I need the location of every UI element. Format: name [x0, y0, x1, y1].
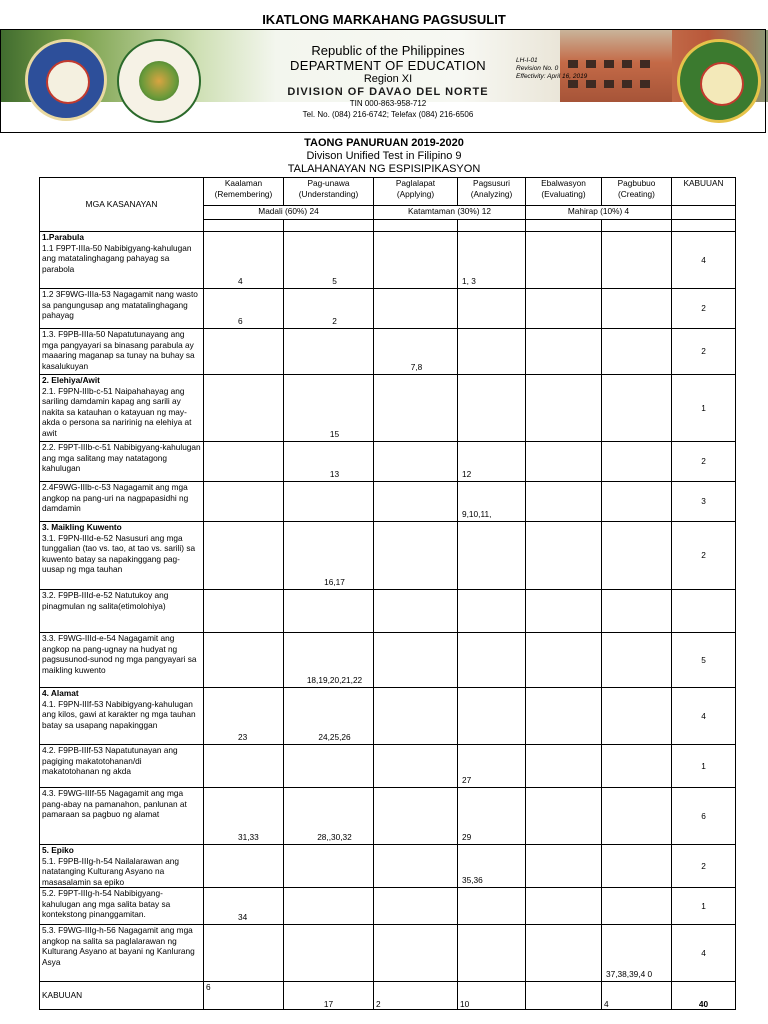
item-numbers-cell	[458, 289, 526, 329]
section-title: 2. Elehiya/Awit	[42, 375, 100, 385]
totals-label: KABUUAN	[40, 982, 204, 1010]
row-total: 1	[672, 888, 736, 925]
item-numbers-cell	[374, 633, 458, 688]
table-row	[40, 522, 736, 590]
competency-cell	[40, 788, 204, 845]
difficulty-level: Mahirap (10%) 4	[526, 206, 672, 220]
table-row	[40, 590, 736, 633]
item-numbers-cell: 15	[284, 375, 374, 442]
table-row	[40, 925, 736, 982]
item-numbers-cell	[374, 590, 458, 633]
table-row	[40, 329, 736, 375]
column-header	[526, 178, 602, 206]
telephone-line: Tel. No. (084) 216-6742; Telefax (084) 216-6506	[302, 110, 474, 119]
column-header	[458, 178, 526, 206]
column-header-label: Paglalapat	[395, 178, 436, 188]
item-numbers-cell	[204, 375, 284, 442]
competency-text: 5.1. F9PB-IIIg-h-54 Nailalarawan ang natatanging Kulturang Asyano na masasalamin sa epiko	[42, 855, 179, 887]
table-row	[40, 375, 736, 442]
item-numbers-cell: 16,17	[284, 522, 374, 590]
competency-cell	[40, 925, 204, 982]
item-numbers-cell	[602, 745, 672, 788]
item-numbers-cell	[602, 590, 672, 633]
column-total: 6	[204, 982, 284, 1010]
competency-cell	[40, 590, 204, 633]
competency-text: 2.1. F9PN-IIIb-c-51 Naipahahayag ang sariling damdamin kapag ang sarili ay nakita sa katauhan o katayuan ng may-akda o persona sa naririnig na elehiya at awit	[42, 385, 192, 438]
item-numbers-cell	[458, 888, 526, 925]
competency-cell	[40, 688, 204, 745]
item-numbers-cell: 2	[284, 289, 374, 329]
revision-info	[516, 57, 587, 81]
competency-cell	[40, 329, 204, 375]
row-total: 1	[672, 745, 736, 788]
table-row	[40, 745, 736, 788]
empty-cell	[284, 220, 374, 232]
competency-cell	[40, 845, 204, 888]
item-numbers-cell	[204, 590, 284, 633]
column-header	[204, 178, 284, 206]
empty-cell	[602, 220, 672, 232]
item-numbers-cell	[526, 745, 602, 788]
item-numbers-cell: 1, 3	[458, 232, 526, 289]
competency-text: 1.3. F9PB-IIIa-50 Napatutunayang ang mga pangyayari sa binasang parabula ay maaaring maganap sa tunay na buhay sa kasalukuyan	[42, 329, 195, 371]
empty-cell	[526, 220, 602, 232]
item-numbers-cell	[602, 482, 672, 522]
item-numbers-cell	[526, 482, 602, 522]
column-header-sublabel: (Analyzing)	[470, 188, 513, 199]
column-header-sublabel: (Applying)	[396, 188, 435, 199]
item-numbers-cell: 29	[458, 788, 526, 845]
item-numbers-cell	[284, 329, 374, 375]
item-numbers-cell	[458, 329, 526, 375]
item-numbers-cell	[526, 688, 602, 745]
empty-cell	[204, 220, 284, 232]
division-line: DIVISION OF DAVAO DEL NORTE	[287, 86, 489, 98]
item-numbers-cell: 24,25,26	[284, 688, 374, 745]
item-numbers-cell	[204, 845, 284, 888]
tin-line: TIN 000-863-958-712	[349, 99, 427, 108]
item-numbers-cell	[204, 633, 284, 688]
item-numbers-cell: 35,36	[458, 845, 526, 888]
table-row	[40, 289, 736, 329]
competency-cell	[40, 442, 204, 482]
table-row	[40, 788, 736, 845]
column-header-label: Ebalwasyon	[541, 178, 586, 188]
table-row	[40, 482, 736, 522]
item-numbers-cell	[526, 925, 602, 982]
revision-number: Revision No. 0	[516, 65, 559, 72]
table-title: TALAHANAYAN NG ESPISIPIKASYON	[287, 163, 481, 175]
item-numbers-cell	[526, 633, 602, 688]
item-numbers-cell	[458, 590, 526, 633]
column-header-sublabel: (Evaluating)	[541, 188, 586, 199]
column-header-label: Pagsusuri	[473, 178, 510, 188]
row-total	[672, 590, 736, 633]
item-numbers-cell	[374, 522, 458, 590]
item-numbers-cell	[526, 442, 602, 482]
item-numbers-cell	[374, 442, 458, 482]
column-total: 2	[374, 982, 458, 1010]
empty-cell	[672, 206, 736, 220]
item-numbers-cell	[374, 888, 458, 925]
item-numbers-cell	[204, 442, 284, 482]
difficulty-level: Katamtaman (30%) 12	[374, 206, 526, 220]
item-numbers-cell	[284, 482, 374, 522]
competency-text: 3.2. F9PB-IIId-e-52 Natutukoy ang pinagmulan ng salita(etimolohiya)	[42, 590, 169, 611]
revision-code: LH-I-01	[516, 57, 538, 64]
item-numbers-cell	[602, 522, 672, 590]
empty-cell	[458, 220, 526, 232]
row-total: 2	[672, 442, 736, 482]
division-seal-logo	[677, 39, 761, 123]
competency-cell	[40, 745, 204, 788]
column-header-sublabel: (Remembering)	[214, 188, 273, 199]
competency-cell	[40, 633, 204, 688]
table-row	[40, 888, 736, 925]
item-numbers-cell	[374, 745, 458, 788]
item-numbers-cell	[458, 925, 526, 982]
department-line: DEPARTMENT OF EDUCATION	[290, 58, 486, 73]
item-numbers-cell	[374, 788, 458, 845]
column-header-label: Kaalaman	[224, 178, 263, 188]
item-numbers-cell	[374, 925, 458, 982]
column-header	[284, 178, 374, 206]
row-total: 2	[672, 329, 736, 375]
exam-title: IKATLONG MARKAHANG PAGSUSULIT	[262, 12, 506, 27]
table-row	[40, 633, 736, 688]
column-total: 17	[284, 982, 374, 1010]
empty-cell	[374, 220, 458, 232]
item-numbers-cell: 4	[204, 232, 284, 289]
row-total: 4	[672, 688, 736, 745]
section-title: 3. Maikling Kuwento	[42, 522, 122, 532]
item-numbers-cell	[602, 289, 672, 329]
item-numbers-cell	[374, 375, 458, 442]
difficulty-level: Madali (60%) 24	[204, 206, 374, 220]
section-title: 1.Parabula	[42, 232, 84, 242]
item-numbers-cell: 7,8	[374, 329, 458, 375]
row-total: 4	[672, 232, 736, 289]
item-numbers-cell: 5	[284, 232, 374, 289]
item-numbers-cell: 13	[284, 442, 374, 482]
item-numbers-cell	[602, 442, 672, 482]
row-total: 1	[672, 375, 736, 442]
competency-text: 4.1. F9PN-IIIf-53 Nabibigyang-kahulugan ang kilos, gawi at karakter ng mga tauhan batay sa usapang napakinggan	[42, 698, 196, 730]
skills-header: MGA KASANAYAN	[40, 178, 204, 232]
item-numbers-cell: 27	[458, 745, 526, 788]
item-numbers-cell	[526, 232, 602, 289]
item-numbers-cell	[284, 845, 374, 888]
item-numbers-cell	[204, 482, 284, 522]
row-total: 2	[672, 522, 736, 590]
test-title: Divison Unified Test in Filipino 9	[306, 150, 462, 162]
competency-text: 4.3. F9WG-IIIf-55 Nagagamit ang mga pang-abay na pamanahon, panlunan at pamaraan sa pagbuo ng alamat	[42, 788, 187, 819]
region-xi-seal-logo	[117, 39, 201, 123]
competency-text: 3.1. F9PN-IIId-e-52 Nasusuri ang mga tunggalian (tao vs. tao, at tao vs. sarili) sa kuwento batay sa napakinggang pag-uusap ng mga tauhan	[42, 532, 196, 574]
item-numbers-cell	[374, 482, 458, 522]
column-header-label: Pagbubuo	[617, 178, 656, 188]
competency-cell	[40, 888, 204, 925]
item-numbers-cell	[526, 888, 602, 925]
competency-text: 1.2 3F9WG-IIIa-53 Nagagamit nang wasto sa pangungusap ang matatalinghagang pahayag	[42, 289, 198, 320]
item-numbers-cell	[526, 788, 602, 845]
item-numbers-cell	[602, 633, 672, 688]
competency-cell	[40, 375, 204, 442]
competency-text: 5.2. F9PT-IIIg-h-54 Nabibigyang-kahulugan ang mga salita batay sa kontekstong pinanggamitan.	[42, 888, 171, 919]
item-numbers-cell: 31,33	[204, 788, 284, 845]
deped-seal-logo	[25, 39, 107, 121]
row-total: 2	[672, 289, 736, 329]
item-numbers-cell: 9,10,11,	[458, 482, 526, 522]
item-numbers-cell	[602, 329, 672, 375]
competency-cell	[40, 289, 204, 329]
item-numbers-cell	[284, 590, 374, 633]
item-numbers-cell	[526, 375, 602, 442]
item-numbers-cell: 6	[204, 289, 284, 329]
item-numbers-cell: 18,19,20,21,22	[284, 633, 374, 688]
item-numbers-cell: 28,,30,32	[284, 788, 374, 845]
item-numbers-cell	[458, 522, 526, 590]
competency-cell	[40, 482, 204, 522]
column-header	[602, 178, 672, 206]
republic-line: Republic of the Philippines	[311, 43, 465, 58]
item-numbers-cell	[526, 590, 602, 633]
item-numbers-cell	[602, 788, 672, 845]
item-numbers-cell	[526, 522, 602, 590]
item-numbers-cell: 37,38,39,4 0	[602, 925, 672, 982]
table-row	[40, 442, 736, 482]
column-total	[526, 982, 602, 1010]
region-line: Region XI	[363, 73, 413, 85]
item-numbers-cell	[526, 289, 602, 329]
item-numbers-cell	[204, 522, 284, 590]
column-header-sublabel: (Understanding)	[298, 188, 359, 199]
totals-row	[40, 982, 736, 1010]
section-title: 5. Epiko	[42, 845, 74, 855]
item-numbers-cell: 23	[204, 688, 284, 745]
competency-text: 1.1 F9PT-IIIa-50 Nabibigyang-kahulugan ang matatalinghagang pahayag sa parabola	[42, 242, 192, 274]
item-numbers-cell	[284, 925, 374, 982]
item-numbers-cell	[284, 888, 374, 925]
item-numbers-cell	[602, 232, 672, 289]
column-header-sublabel: (Creating)	[618, 188, 655, 199]
competency-text: 3.3. F9WG-IIId-e-54 Nagagamit ang angkop na pang-ugnay na hudyat ng pagsusunod-sunod ng mga pangyayari sa maikling kuwento	[42, 633, 197, 675]
row-total: 5	[672, 633, 736, 688]
row-total: 3	[672, 482, 736, 522]
item-numbers-cell	[458, 688, 526, 745]
row-total: 6	[672, 788, 736, 845]
table-row	[40, 688, 736, 745]
item-numbers-cell: 34	[204, 888, 284, 925]
table-row	[40, 845, 736, 888]
column-total: 10	[458, 982, 526, 1010]
item-numbers-cell	[204, 745, 284, 788]
competency-text: 5.3. F9WG-IIIg-h-56 Nagagamit ang mga angkop na salita sa paglalarawan ng Kulturang Asyano at bayani ng Kanlurang Asya	[42, 925, 195, 967]
item-numbers-cell	[458, 375, 526, 442]
competency-text: 2.2. F9PT-IIIb-c-51 Nabibigyang-kahulugan ang mga salitang may natatagong kahulugan	[42, 442, 201, 473]
column-header-label: Pag-unawa	[307, 178, 350, 188]
item-numbers-cell	[458, 633, 526, 688]
item-numbers-cell	[602, 688, 672, 745]
grand-total: 40	[672, 982, 736, 1010]
section-title: 4. Alamat	[42, 688, 79, 698]
item-numbers-cell	[602, 375, 672, 442]
column-header	[374, 178, 458, 206]
specification-table	[39, 177, 736, 1010]
competency-cell	[40, 522, 204, 590]
row-total: 2	[672, 845, 736, 888]
item-numbers-cell	[526, 845, 602, 888]
column-total: 4	[602, 982, 672, 1010]
competency-cell	[40, 232, 204, 289]
item-numbers-cell	[204, 925, 284, 982]
item-numbers-cell	[602, 845, 672, 888]
empty-cell	[672, 220, 736, 232]
row-total: 4	[672, 925, 736, 982]
item-numbers-cell	[374, 688, 458, 745]
item-numbers-cell	[374, 289, 458, 329]
competency-text: 2.4F9WG-IIIb-c-53 Nagagamit ang mga angkop na pang-uri na nagpapasidhi ng damdamin	[42, 482, 189, 513]
item-numbers-cell	[284, 745, 374, 788]
item-numbers-cell	[374, 845, 458, 888]
item-numbers-cell	[374, 232, 458, 289]
revision-effectivity: Effectivity: April 16, 2019	[516, 73, 588, 80]
item-numbers-cell	[526, 329, 602, 375]
item-numbers-cell	[204, 329, 284, 375]
competency-text: 4.2. F9PB-IIIf-53 Napatutunayan ang pagiging makatotohanan/di makatotohanan ng akda	[42, 745, 178, 776]
item-numbers-cell: 12	[458, 442, 526, 482]
school-year-title: TAONG PANURUAN 2019-2020	[304, 137, 464, 149]
table-row	[40, 232, 736, 289]
item-numbers-cell	[602, 888, 672, 925]
total-header: KABUUAN	[672, 178, 736, 206]
